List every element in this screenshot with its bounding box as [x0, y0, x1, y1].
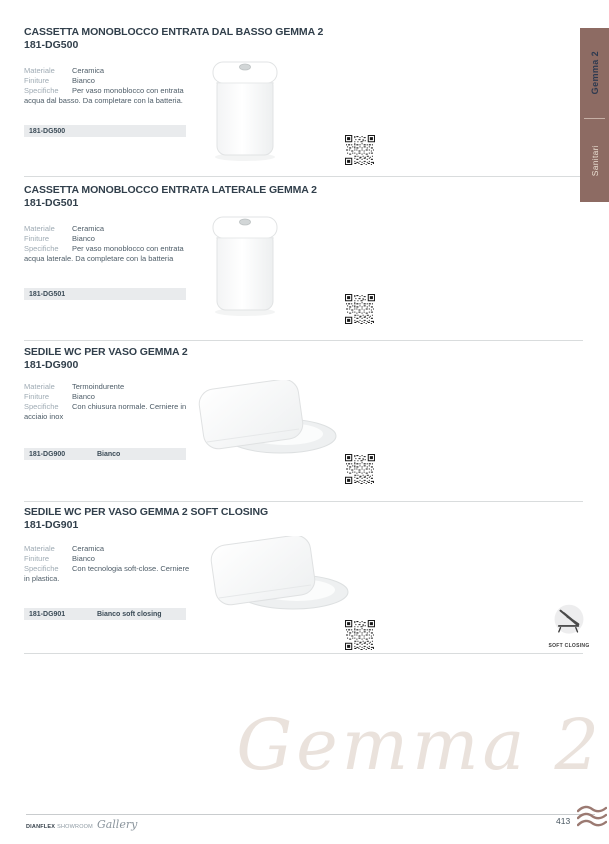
specifiche-label: Specifiche — [24, 564, 59, 573]
soft-closing-label: SOFT CLOSING — [548, 643, 590, 649]
cistern-product-image — [205, 51, 285, 163]
product-details — [24, 382, 194, 422]
specifiche-label: Specifiche — [24, 86, 59, 95]
code-bar-variant: Bianco — [97, 450, 121, 458]
materiale-label: Materiale — [24, 66, 55, 75]
product-section-dg500 — [0, 24, 609, 177]
product-details — [24, 544, 194, 584]
product-title: CASSETTA MONOBLOCCO ENTRATA DAL BASSO GEMMA 2 — [24, 26, 324, 38]
product-title: CASSETTA MONOBLOCCO ENTRATA LATERALE GEMMA 2 — [24, 184, 317, 196]
cistern-product-image — [205, 206, 285, 318]
footer-brand — [26, 818, 137, 831]
section-divider — [24, 501, 583, 502]
product-code: 181-DG901 — [24, 519, 79, 531]
code-bar-code: 181-DG901 — [29, 610, 66, 618]
code-bar — [24, 125, 186, 137]
code-bar-variant: Bianco soft closing — [97, 610, 162, 618]
section-divider — [24, 653, 583, 654]
code-bar-code: 181-DG501 — [29, 290, 66, 298]
product-title: SEDILE WC PER VASO GEMMA 2 — [24, 346, 188, 358]
qr-code — [345, 620, 375, 650]
brand-script-word: Gallery — [96, 818, 138, 831]
specifiche-value: Per vaso monoblocco con entrata acqua laterale. Da completare con la batteria — [24, 244, 184, 263]
specifiche-value: Per vaso monoblocco con entrata acqua dal basso. Da completare con la batteria. — [24, 86, 184, 105]
finiture-label: Finiture — [24, 392, 50, 401]
footer-divider — [26, 814, 595, 815]
code-bar-code: 181-DG900 — [29, 450, 66, 458]
product-code: 181-DG501 — [24, 197, 79, 209]
finiture-label: Finiture — [24, 234, 50, 243]
specifiche-label: Specifiche — [24, 402, 59, 411]
brand-suffix: SHOWROOM — [57, 824, 93, 830]
code-bar — [24, 448, 186, 460]
series-watermark: Gemma 2 — [236, 704, 603, 786]
product-code: 181-DG500 — [24, 39, 79, 51]
series-tab-segment — [580, 28, 609, 118]
finiture-value: Bianco — [72, 234, 95, 243]
category-tab-segment — [580, 119, 609, 202]
product-section-dg901 — [0, 504, 609, 654]
qr-code — [345, 135, 375, 165]
section-divider — [24, 340, 583, 341]
category-side-tab — [580, 28, 609, 202]
materiale-value: Termoindurente — [72, 382, 125, 391]
brand-name: DIANFLEX — [26, 824, 56, 830]
specifiche-value: Con tecnologia soft-close. Cerniere in plastica. — [24, 564, 190, 583]
materiale-label: Materiale — [24, 382, 55, 391]
product-title: SEDILE WC PER VASO GEMMA 2 SOFT CLOSING — [24, 506, 269, 518]
brand-swirl-icon — [577, 805, 607, 831]
qr-code — [345, 294, 375, 324]
materiale-value: Ceramica — [72, 224, 105, 233]
finiture-value: Bianco — [72, 392, 95, 401]
product-section-dg501 — [0, 182, 609, 341]
code-bar — [24, 608, 186, 620]
finiture-value: Bianco — [72, 76, 95, 85]
product-details — [24, 66, 194, 106]
specifiche-value: Con chiusura normale. Cerniere in acciaio inox — [24, 402, 187, 421]
toilet-seat-product-image — [205, 536, 355, 616]
finiture-value: Bianco — [72, 554, 95, 563]
materiale-label: Materiale — [24, 544, 55, 553]
materiale-value: Ceramica — [72, 544, 105, 553]
toilet-seat-product-image — [193, 380, 343, 460]
series-tab-label: Gemma 2 — [589, 51, 600, 95]
soft-closing-badge — [538, 603, 600, 649]
product-section-dg900 — [0, 344, 609, 502]
materiale-label: Materiale — [24, 224, 55, 233]
finiture-label: Finiture — [24, 554, 50, 563]
qr-code — [345, 454, 375, 484]
page-number: 413 — [556, 816, 571, 826]
category-tab-label: Sanitari — [589, 144, 600, 177]
specifiche-label: Specifiche — [24, 244, 59, 253]
soft-closing-icon — [547, 603, 591, 637]
product-code: 181-DG900 — [24, 359, 79, 371]
code-bar — [24, 288, 186, 300]
code-bar-code: 181-DG500 — [29, 127, 66, 135]
materiale-value: Ceramica — [72, 66, 105, 75]
product-details — [24, 224, 194, 264]
finiture-label: Finiture — [24, 76, 50, 85]
section-divider — [24, 176, 583, 177]
